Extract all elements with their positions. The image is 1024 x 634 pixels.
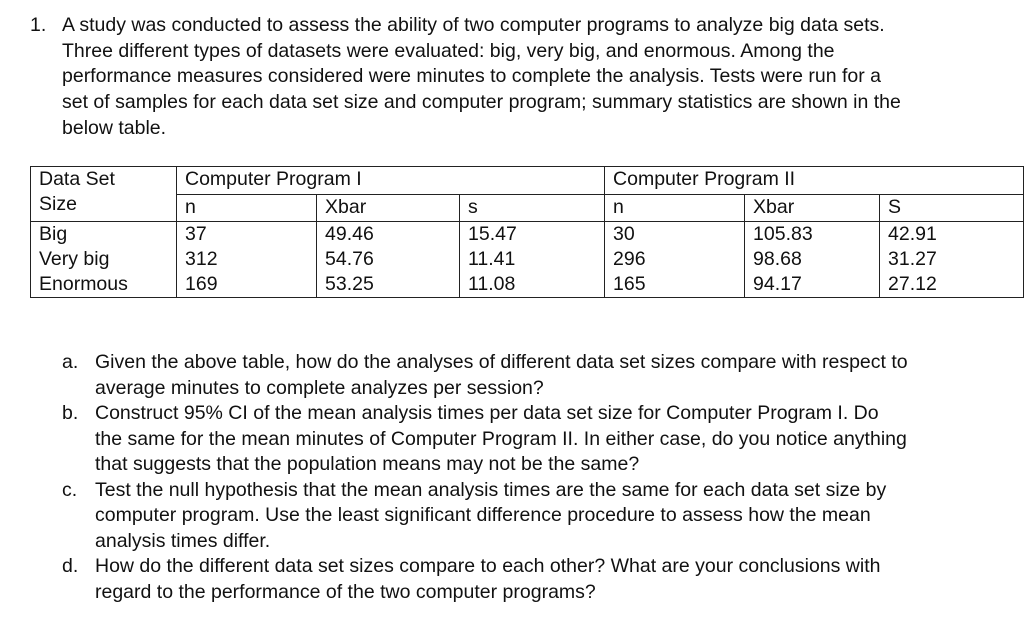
table-value: 94.17 [753,273,802,295]
part-line: Given the above table, how do the analyses of different data set sizes compare with respect to [95,351,908,373]
program-2-header: Computer Program II [605,167,1024,195]
table-value: 165 [613,273,646,295]
row-label: Big [39,223,68,245]
table-value: 105.83 [753,223,813,245]
part-label: d. [62,555,79,577]
table-value: 312 [185,248,218,270]
part-line: analysis times differ. [95,529,271,552]
column-header: Xbar [317,195,460,222]
question-number: 1. [30,14,47,36]
row-label: Very big [39,248,110,270]
question-line: performance measures considered were minutes to complete the analysis. Tests were run for a [62,65,882,88]
table-value: 31.27 [888,248,937,270]
question-line: below table. [62,116,167,139]
part-line: How do the different data set sizes compare to each other? What are your conclusions with [95,555,881,577]
data-set-size-header: Data Set Size [31,167,177,222]
table-value: 54.76 [325,248,374,270]
column-header: s [460,195,605,222]
column-header: S [880,195,1024,222]
table-value: 30 [613,223,635,245]
question-line: Three different types of datasets were evaluated: big, very big, and enormous. Among the [62,39,835,62]
table-value: 169 [185,273,218,295]
table-value: 53.25 [325,273,374,295]
question-part-b [62,401,1022,478]
table-value: 11.08 [468,273,516,295]
part-line: the same for the mean minutes of Computer Program II. In either case, do you notice anything [95,427,907,450]
table-value: 15.47 [468,223,517,245]
part-line: regard to the performance of the two computer programs? [95,580,596,603]
table-value: 11.41 [468,248,516,270]
table-value: 37 [185,223,207,245]
table-value: 42.91 [888,223,937,245]
program-1-n-cell [177,222,317,298]
question-part-a [62,350,1022,401]
program-2-s-cell [880,222,1024,298]
question-line: A study was conducted to assess the ability of two computer programs to analyze big data sets. [62,14,885,36]
question-line: set of samples for each data set size and computer program; summary statistics are shown in the [62,91,901,114]
column-header: n [177,195,317,222]
part-label: c. [62,478,78,501]
question-parts [62,350,1022,605]
program-1-header: Computer Program I [177,167,605,195]
program-2-xbar-cell [745,222,880,298]
column-header: Xbar [745,195,880,222]
table-value: 296 [613,248,646,270]
program-1-s-cell [460,222,605,298]
row-labels-cell [31,222,177,298]
table-value: 49.46 [325,223,374,245]
row-label: Enormous [39,273,128,295]
question-text [62,13,1017,142]
table-value: 98.68 [753,248,802,270]
question-part-d [62,554,1022,605]
part-label: a. [62,351,79,373]
part-line: Test the null hypothesis that the mean analysis times are the same for each data set size by [95,478,887,501]
part-line: that suggests that the population means may not be the same? [95,453,640,475]
program-2-n-cell [605,222,745,298]
program-1-xbar-cell [317,222,460,298]
part-line: computer program. Use the least significant difference procedure to assess how the mean [95,504,871,526]
part-line: average minutes to complete analyzes per session? [95,376,544,399]
part-label: b. [62,402,79,424]
table-value: 27.12 [888,273,937,295]
summary-statistics-table [30,166,1024,298]
part-line: Construct 95% CI of the mean analysis times per data set size for Computer Program I. Do [95,402,879,424]
question-part-c [62,478,1022,555]
column-header: n [605,195,745,222]
